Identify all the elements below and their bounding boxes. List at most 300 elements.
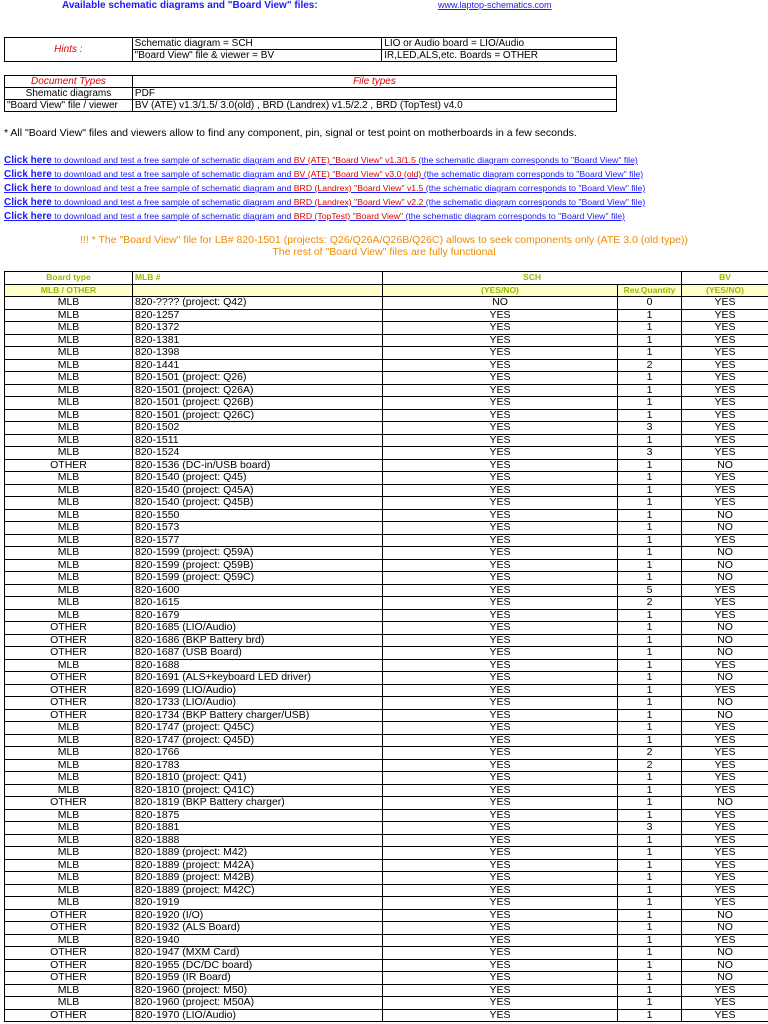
board-type-cell: MLB — [5, 747, 133, 760]
mlb-cell: 820-1747 (project: Q45C) — [133, 722, 383, 735]
mlb-cell: 820-1960 (project: M50A) — [133, 997, 383, 1010]
rev-cell: 1 — [618, 909, 682, 922]
mlb-cell: 820-1524 — [133, 447, 383, 460]
table-row — [5, 547, 768, 560]
table-row — [5, 384, 768, 397]
rev-cell: 1 — [618, 522, 682, 535]
mlb-cell: 820-1747 (project: Q45D) — [133, 734, 383, 747]
rev-cell: 1 — [618, 484, 682, 497]
bv-cell: YES — [682, 834, 768, 847]
sch-cell: YES — [383, 609, 618, 622]
bv-cell: YES — [682, 997, 768, 1010]
bv-cell: YES — [682, 347, 768, 360]
board-type-cell: MLB — [5, 497, 133, 510]
sch-cell: YES — [383, 547, 618, 560]
table-row — [5, 1009, 768, 1022]
table-row — [5, 409, 768, 422]
rev-cell: 1 — [618, 334, 682, 347]
subheader-sch: (YES/NO) — [383, 284, 618, 297]
sch-cell: YES — [383, 784, 618, 797]
rev-cell: 3 — [618, 422, 682, 435]
bv-cell: YES — [682, 584, 768, 597]
mlb-cell: 820-1881 — [133, 822, 383, 835]
board-type-cell: OTHER — [5, 959, 133, 972]
table-row — [5, 484, 768, 497]
sch-cell: YES — [383, 684, 618, 697]
board-type-cell: MLB — [5, 534, 133, 547]
board-type-cell: OTHER — [5, 947, 133, 960]
rev-cell: 1 — [618, 547, 682, 560]
rev-cell: 1 — [618, 884, 682, 897]
table-row — [5, 897, 768, 910]
rev-cell: 0 — [618, 297, 682, 310]
file-type-cell: BV (ATE) v1.3/1.5/ 3.0(old) , BRD (Landrex) v1.5/2.2 , BRD (TopTest) v4.0 — [132, 100, 616, 112]
sch-cell: YES — [383, 322, 618, 335]
rev-cell: 1 — [618, 634, 682, 647]
sch-cell: YES — [383, 859, 618, 872]
rev-cell: 1 — [618, 572, 682, 585]
bv-cell: YES — [682, 897, 768, 910]
rev-cell: 1 — [618, 997, 682, 1010]
rev-cell: 2 — [618, 359, 682, 372]
rev-cell: 1 — [618, 859, 682, 872]
mlb-cell: 820-1685 (LIO/Audio) — [133, 622, 383, 635]
board-type-cell: MLB — [5, 359, 133, 372]
table-row — [5, 634, 768, 647]
mlb-cell: 820-1540 (project: Q45B) — [133, 497, 383, 510]
board-type-cell: OTHER — [5, 459, 133, 472]
board-type-cell: OTHER — [5, 922, 133, 935]
table-row — [5, 984, 768, 997]
mlb-cell: 820-1970 (LIO/Audio) — [133, 1009, 383, 1022]
board-type-cell: MLB — [5, 897, 133, 910]
rev-cell: 1 — [618, 834, 682, 847]
boards-table — [4, 271, 768, 1022]
rev-cell: 1 — [618, 872, 682, 885]
sch-cell: YES — [383, 584, 618, 597]
rev-cell: 2 — [618, 597, 682, 610]
mlb-cell: 820-1573 — [133, 522, 383, 535]
note-text: * All "Board View" files and viewers allow to find any component, pin, signal or test point on motherboards in a few seconds. — [4, 127, 577, 139]
mlb-cell: 820-1733 (LIO/Audio) — [133, 697, 383, 710]
board-type-cell: MLB — [5, 347, 133, 360]
board-type-cell: OTHER — [5, 634, 133, 647]
table-row — [5, 472, 768, 485]
sch-cell: YES — [383, 959, 618, 972]
bv-cell: NO — [682, 572, 768, 585]
board-type-cell: MLB — [5, 547, 133, 560]
bv-cell: NO — [682, 709, 768, 722]
sch-cell: YES — [383, 334, 618, 347]
mlb-cell: 820-1687 (USB Board) — [133, 647, 383, 660]
rev-cell: 1 — [618, 372, 682, 385]
click-here-link[interactable]: Click here — [4, 197, 52, 208]
board-type-cell: MLB — [5, 597, 133, 610]
board-type-cell: MLB — [5, 759, 133, 772]
sch-cell: YES — [383, 759, 618, 772]
hints-label: Hints : — [5, 38, 133, 62]
site-link[interactable]: www.laptop-schematics.com — [438, 0, 552, 10]
download-link-row[interactable] — [4, 153, 768, 167]
board-type-cell: MLB — [5, 822, 133, 835]
mlb-cell: 820-1959 (IR Board) — [133, 972, 383, 985]
click-here-link[interactable]: Click here — [4, 169, 52, 180]
table-row — [5, 709, 768, 722]
bv-cell: YES — [682, 422, 768, 435]
table-row — [5, 797, 768, 810]
page-title: Available schematic diagrams and "Board View" files: — [62, 0, 318, 11]
download-link-row[interactable] — [4, 195, 768, 209]
mlb-cell: 820-1940 — [133, 934, 383, 947]
rev-cell: 2 — [618, 759, 682, 772]
mlb-cell: 820-1540 (project: Q45) — [133, 472, 383, 485]
download-link-row[interactable] — [4, 209, 768, 223]
board-type-cell: OTHER — [5, 972, 133, 985]
board-type-cell: OTHER — [5, 909, 133, 922]
mlb-cell: 820-1919 — [133, 897, 383, 910]
rev-cell: 3 — [618, 822, 682, 835]
mlb-cell: 820-1819 (BKP Battery charger) — [133, 797, 383, 810]
sch-cell: YES — [383, 772, 618, 785]
sch-cell: YES — [383, 497, 618, 510]
click-here-link[interactable]: Click here — [4, 183, 52, 194]
board-type-cell: MLB — [5, 584, 133, 597]
sch-cell: YES — [383, 409, 618, 422]
bv-cell: NO — [682, 647, 768, 660]
col-header-mlb: MLB # — [133, 272, 383, 285]
table-row — [5, 659, 768, 672]
link-text: to download and test a free sample of schematic diagram and — [51, 197, 294, 207]
rev-cell: 5 — [618, 584, 682, 597]
rev-cell: 1 — [618, 559, 682, 572]
sch-cell: YES — [383, 359, 618, 372]
mlb-cell: 820-1947 (MXM Card) — [133, 947, 383, 960]
bv-cell: NO — [682, 697, 768, 710]
table-row — [5, 759, 768, 772]
sch-cell: YES — [383, 947, 618, 960]
file-types-header: File types — [132, 76, 616, 88]
table-row — [5, 859, 768, 872]
board-view-text: BRD (TopTest) "Board View" — [293, 211, 404, 221]
board-type-cell: OTHER — [5, 697, 133, 710]
bv-cell: YES — [682, 497, 768, 510]
mlb-cell: 820-1889 (project: M42A) — [133, 859, 383, 872]
table-row — [5, 609, 768, 622]
rev-cell: 2 — [618, 747, 682, 760]
link-text: to download and test a free sample of schematic diagram and — [51, 211, 294, 221]
rev-cell: 1 — [618, 684, 682, 697]
board-type-cell: MLB — [5, 559, 133, 572]
bv-cell: YES — [682, 359, 768, 372]
mlb-cell: 820-1615 — [133, 597, 383, 610]
board-type-cell: MLB — [5, 372, 133, 385]
mlb-cell: 820-1550 — [133, 509, 383, 522]
board-type-cell: OTHER — [5, 672, 133, 685]
bv-cell: YES — [682, 809, 768, 822]
bv-cell: YES — [682, 934, 768, 947]
rev-cell: 1 — [618, 734, 682, 747]
board-view-text: BRD (Landrex) "Board View" v1.5 — [293, 183, 424, 193]
sch-cell: YES — [383, 747, 618, 760]
col-header-bv: BV — [682, 272, 768, 285]
board-type-cell: MLB — [5, 509, 133, 522]
bv-cell: NO — [682, 972, 768, 985]
table-row — [5, 672, 768, 685]
mlb-cell: 820-1441 — [133, 359, 383, 372]
table-row — [5, 647, 768, 660]
mlb-cell: 820-1381 — [133, 334, 383, 347]
table-row — [5, 559, 768, 572]
rev-cell: 1 — [618, 972, 682, 985]
board-type-cell: MLB — [5, 384, 133, 397]
board-type-cell: OTHER — [5, 647, 133, 660]
mlb-cell: 820-1599 (project: Q59B) — [133, 559, 383, 572]
mlb-cell: 820-1920 (I/O) — [133, 909, 383, 922]
bv-cell: NO — [682, 522, 768, 535]
mlb-cell: 820-1600 — [133, 584, 383, 597]
table-row — [5, 822, 768, 835]
bv-cell: YES — [682, 884, 768, 897]
bv-cell: NO — [682, 547, 768, 560]
rev-cell: 1 — [618, 1009, 682, 1022]
bv-cell: YES — [682, 772, 768, 785]
sch-cell: YES — [383, 847, 618, 860]
rev-cell: 1 — [618, 784, 682, 797]
sch-cell: NO — [383, 297, 618, 310]
bv-cell: NO — [682, 672, 768, 685]
bv-cell: YES — [682, 747, 768, 760]
mlb-cell: 820-1257 — [133, 309, 383, 322]
bv-cell: YES — [682, 609, 768, 622]
warning-line: The rest of "Board View" files are fully functional — [272, 246, 496, 258]
bv-cell: YES — [682, 1009, 768, 1022]
mlb-cell: 820-1888 — [133, 834, 383, 847]
table-row — [5, 809, 768, 822]
table-row — [5, 722, 768, 735]
board-type-cell: MLB — [5, 522, 133, 535]
link-text: to download and test a free sample of schematic diagram and — [51, 183, 294, 193]
table-row — [5, 934, 768, 947]
rev-cell: 1 — [618, 397, 682, 410]
rev-cell: 1 — [618, 509, 682, 522]
table-row — [5, 509, 768, 522]
rev-cell: 1 — [618, 672, 682, 685]
table-row — [5, 572, 768, 585]
mlb-cell: 820-1536 (DC-in/USB board) — [133, 459, 383, 472]
bv-cell: YES — [682, 872, 768, 885]
table-row — [5, 359, 768, 372]
rev-cell: 1 — [618, 434, 682, 447]
bv-cell: NO — [682, 509, 768, 522]
board-type-cell: MLB — [5, 484, 133, 497]
board-type-cell: MLB — [5, 472, 133, 485]
sch-cell: YES — [383, 572, 618, 585]
mlb-cell: 820-1502 — [133, 422, 383, 435]
table-row — [5, 622, 768, 635]
bv-cell: YES — [682, 847, 768, 860]
sch-cell: YES — [383, 872, 618, 885]
mlb-cell: 820-1810 (project: Q41) — [133, 772, 383, 785]
mlb-cell: 820-1734 (BKP Battery charger/USB) — [133, 709, 383, 722]
table-row — [5, 697, 768, 710]
bv-cell: YES — [682, 859, 768, 872]
board-type-cell: MLB — [5, 322, 133, 335]
bv-cell: YES — [682, 684, 768, 697]
board-type-cell: MLB — [5, 422, 133, 435]
table-row — [5, 447, 768, 460]
click-here-link[interactable]: Click here — [4, 211, 52, 222]
warning-line: !!! * The "Board View" file for LB# 820-1501 (projects: Q26/Q26A/Q26B/Q26C) allows to seek components only (ATE 3.0 (old type)) — [79, 234, 688, 246]
rev-cell: 1 — [618, 934, 682, 947]
sch-cell: YES — [383, 309, 618, 322]
table-row — [5, 784, 768, 797]
bv-cell: YES — [682, 384, 768, 397]
bv-cell: YES — [682, 372, 768, 385]
bv-cell: YES — [682, 784, 768, 797]
sch-cell: YES — [383, 934, 618, 947]
board-type-cell: MLB — [5, 784, 133, 797]
sch-cell: YES — [383, 984, 618, 997]
table-row — [5, 584, 768, 597]
rev-cell: 1 — [618, 409, 682, 422]
mlb-cell: 820-1688 — [133, 659, 383, 672]
sch-cell: YES — [383, 634, 618, 647]
board-type-cell: OTHER — [5, 622, 133, 635]
table-row — [5, 772, 768, 785]
rev-cell: 1 — [618, 459, 682, 472]
bv-cell: NO — [682, 622, 768, 635]
doc-types-table — [4, 75, 617, 112]
table-row — [5, 422, 768, 435]
download-link-row[interactable] — [4, 167, 768, 181]
doc-type-cell: "Board View" file / viewer — [5, 100, 133, 112]
bv-cell: YES — [682, 334, 768, 347]
mlb-cell: 820-1889 (project: M42B) — [133, 872, 383, 885]
rev-cell: 1 — [618, 722, 682, 735]
bv-cell: YES — [682, 759, 768, 772]
board-type-cell: MLB — [5, 659, 133, 672]
bv-cell: NO — [682, 909, 768, 922]
mlb-cell: 820-1699 (LIO/Audio) — [133, 684, 383, 697]
board-view-text: BV (ATE) "Board View" v1.3/1.5 — [293, 155, 416, 165]
board-type-cell: OTHER — [5, 709, 133, 722]
table-row — [5, 834, 768, 847]
table-row — [5, 884, 768, 897]
bv-cell: YES — [682, 734, 768, 747]
sch-cell: YES — [383, 434, 618, 447]
download-link-row[interactable] — [4, 181, 768, 195]
hint-cell: Schematic diagram = SCH — [132, 38, 382, 50]
board-type-cell: MLB — [5, 984, 133, 997]
board-type-cell: MLB — [5, 334, 133, 347]
click-here-link[interactable]: Click here — [4, 155, 52, 166]
table-row — [5, 322, 768, 335]
board-type-cell: OTHER — [5, 1009, 133, 1022]
rev-cell: 1 — [618, 709, 682, 722]
link-tail: (the schematic diagram corresponds to "Board View" file) — [403, 211, 625, 221]
mlb-cell: 820-1577 — [133, 534, 383, 547]
bv-cell: YES — [682, 297, 768, 310]
mlb-cell: 820-1783 — [133, 759, 383, 772]
sch-cell: YES — [383, 734, 618, 747]
table-row — [5, 909, 768, 922]
mlb-cell: 820-1501 (project: Q26B) — [133, 397, 383, 410]
rev-cell: 1 — [618, 322, 682, 335]
col-header-sch: SCH — [383, 272, 682, 285]
mlb-cell: 820-1875 — [133, 809, 383, 822]
hint-cell: "Board View" file & viewer = BV — [132, 50, 382, 62]
rev-cell: 1 — [618, 659, 682, 672]
table-row — [5, 347, 768, 360]
rev-cell: 1 — [618, 384, 682, 397]
bv-cell: NO — [682, 459, 768, 472]
sch-cell: YES — [383, 422, 618, 435]
doc-type-cell: Shematic diagrams — [5, 88, 133, 100]
sch-cell: YES — [383, 922, 618, 935]
link-tail: (the schematic diagram corresponds to "Board View" file) — [423, 197, 646, 207]
table-row — [5, 972, 768, 985]
table-row — [5, 309, 768, 322]
bv-cell: YES — [682, 322, 768, 335]
table-row — [5, 297, 768, 310]
sch-cell: YES — [383, 397, 618, 410]
mlb-cell: 820-1679 — [133, 609, 383, 622]
board-type-cell: MLB — [5, 572, 133, 585]
mlb-cell: 820-1932 (ALS Board) — [133, 922, 383, 935]
bv-cell: YES — [682, 822, 768, 835]
rev-cell: 1 — [618, 984, 682, 997]
sch-cell: YES — [383, 622, 618, 635]
sch-cell: YES — [383, 972, 618, 985]
mlb-cell: 820-1501 (project: Q26) — [133, 372, 383, 385]
sch-cell: YES — [383, 797, 618, 810]
sch-cell: YES — [383, 909, 618, 922]
sch-cell: YES — [383, 659, 618, 672]
link-text: to download and test a free sample of schematic diagram and — [51, 155, 294, 165]
sch-cell: YES — [383, 1009, 618, 1022]
mlb-cell: 820-1889 (project: M42) — [133, 847, 383, 860]
board-type-cell: MLB — [5, 734, 133, 747]
sch-cell: YES — [383, 897, 618, 910]
mlb-cell: 820-1955 (DC/DC board) — [133, 959, 383, 972]
sch-cell: YES — [383, 997, 618, 1010]
subheader-mlb — [133, 284, 383, 297]
bv-cell: YES — [682, 309, 768, 322]
mlb-cell: 820-1540 (project: Q45A) — [133, 484, 383, 497]
mlb-cell: 820-1810 (project: Q41C) — [133, 784, 383, 797]
sch-cell: YES — [383, 709, 618, 722]
rev-cell: 1 — [618, 922, 682, 935]
table-row — [5, 847, 768, 860]
board-type-cell: MLB — [5, 722, 133, 735]
rev-cell: 1 — [618, 347, 682, 360]
table-row — [5, 459, 768, 472]
subheader-board-type: MLB / OTHER — [5, 284, 133, 297]
subheader-rev: Rev.Quantity — [618, 284, 682, 297]
rev-cell: 1 — [618, 897, 682, 910]
sch-cell: YES — [383, 822, 618, 835]
board-type-cell: MLB — [5, 434, 133, 447]
table-row — [5, 734, 768, 747]
sch-cell: YES — [383, 834, 618, 847]
bv-cell: NO — [682, 959, 768, 972]
sch-cell: YES — [383, 509, 618, 522]
rev-cell: 1 — [618, 472, 682, 485]
bv-cell: NO — [682, 559, 768, 572]
col-header-board-type: Board type — [5, 272, 133, 285]
file-type-cell: PDF — [132, 88, 616, 100]
rev-cell: 1 — [618, 647, 682, 660]
